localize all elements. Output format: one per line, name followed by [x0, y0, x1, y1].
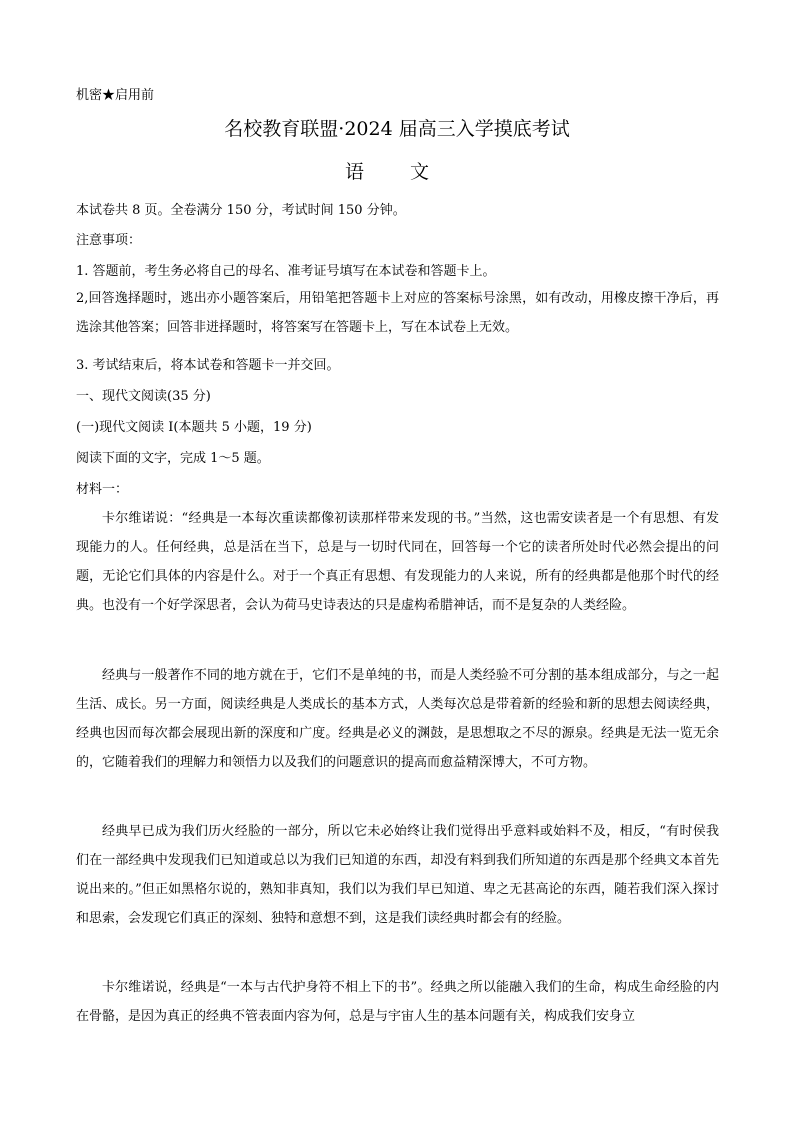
confidential-mark: 机密★启用前	[76, 88, 155, 103]
part-heading: 一、现代文阅读(35 分)	[76, 389, 211, 404]
material-label: 材料一：	[76, 482, 129, 497]
note-1: 1. 答题前，考生务必将自己的母名、准考证号填写在本试卷和答题卡上。	[76, 264, 496, 279]
notes-heading: 注意事项：	[76, 233, 142, 248]
reading-instruction: 阅读下面的文字，完成 1～5 题。	[76, 451, 270, 466]
passage-paragraph-2: 经典与一般著作不同的地方就在于，它们不是单纯的书，而是人类经验不可分割的基本组成部分，与之一起生活、成长。另一方面，阅读经典是人类成长的基本方式，人类每次总是带着新的经验和新的思想去阅读经典，经典也因而每次都会展现出新的深度和广度。经典是必义的渊鼓，是思想取之不尽的源泉。经典是无法一览无余的，它随着我们的理解力和领悟力以及我们的问题意识的提高而愈益精深博大，不可方物。	[76, 668, 719, 771]
exam-title: 名校教育联盟·2024 届高三入学摸底考试	[224, 118, 570, 140]
subject-title: 语 文	[344, 161, 450, 183]
passage-paragraph-4: 卡尔维诺说，经典是“一本与古代护身符不相上下的书”。经典之所以能融入我们的生命，构成生命经脸的内在骨骼，是因为真正的经典不管表面内容为何，总是与宇宙人生的基本问题有关，构成我们安身立	[76, 980, 719, 1025]
passage-paragraph-1: 卡尔维诺说：“经典是一本每次重读都像初读那样带来发现的书。”当然，这也需安读者是一个有思想、有发现能力的人。任何经典，总是活在当下，总是与一切时代同在，回答每一个它的读者所处时代必然会提出的问题，无论它们具体的内容是什么。对于一个真正有思想、有发现能力的人来说，所有的经典都是他那个时代的经典。也没有一个好学深思者，会认为荷马史诗表达的只是虚构希腊神话，而不是复杂的人类经险。	[76, 511, 719, 614]
sub-heading: (一)现代文阅读 I(本题共 5 小题，19 分)	[76, 420, 312, 435]
passage-paragraph-3: 经典早已成为我们历火经脸的一部分，所以它未必始终让我们觉得出乎意料或始料不及，相反，“有时侯我们在一部经典中发现我们已知道或总以为我们已知道的东西，却没有料到我们所知道的东西是那个经典文本首先说出来的。”但正如黑格尔说的，熟知非真知，我们以为我们早已知道、卑之无甚高论的东西，随若我们深入探讨和思索，会发现它们真正的深刻、独特和意想不到，这是我们读经典时都会有的经脸。	[76, 824, 719, 927]
exam-summary: 本试卷共 8 页。全卷满分 150 分，考试时间 150 分钟。	[76, 203, 406, 218]
note-3: 3. 考试结束后，将本试卷和答题卡一并交回。	[76, 358, 340, 373]
note-2: 2,回答逸择题时，逃出亦小题答案后，用铅笔把答题卡上对应的答案标号涂黑，如有改动，用橡皮擦干净后，再选涂其他答案；回答非迸择题时，将答案写在答题卡上，写在本试卷上无效。	[76, 291, 719, 336]
